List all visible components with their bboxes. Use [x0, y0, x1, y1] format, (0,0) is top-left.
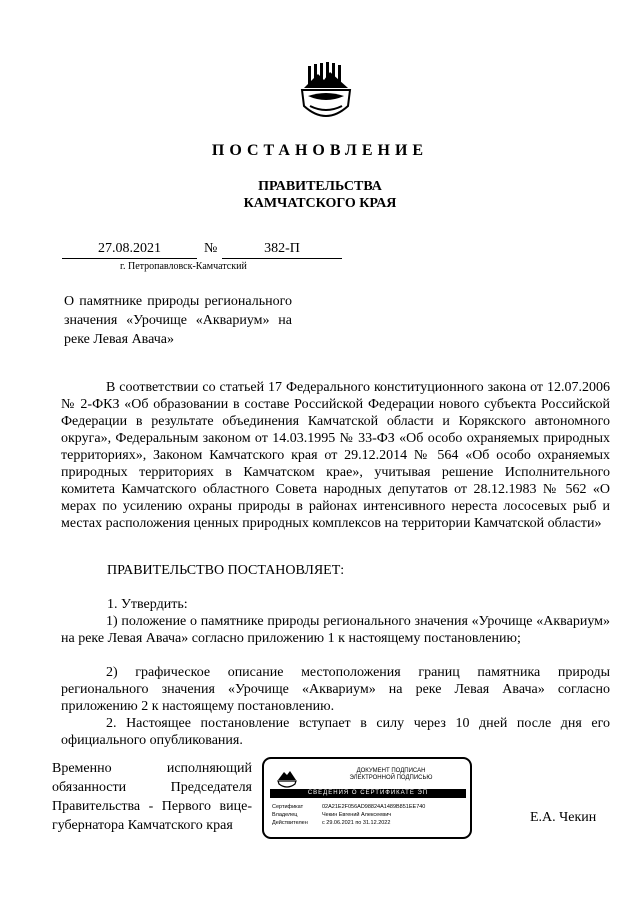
- preamble-paragraph: В соответствии со статьей 17 Федерального конституционного закона от 12.07.2006 № 2-ФКЗ «Об образовании в составе Российской Федерации нового субъекта Российской Федерации в результате объединения Камчатской области и Корякского автономного округа», Федеральным законом от 14.03.1995 № 33-ФЗ «Об особо охраняемых природных территориях», Законом Камчатского края от 29.12.2014 № 564 «Об особо охраняемых природных территориях в Камчатском крае», учитывая решение Исполнительного комитета Камчатского областного Совета народных депутатов от 28.12.1983 № 562 «О мерах по усилению охраны природы в районах интенсивного нереста лососевых рыб и местах расположения ценных природных комплексов на территории Камчатской области»: [61, 380, 610, 531]
- emblem-icon: [276, 768, 298, 788]
- document-date: 27.08.2021: [62, 240, 197, 259]
- owner-row: Владелец Чекин Евгений Алексеевич: [272, 812, 392, 818]
- certificate-row: Сертификат 02A21E2F056AD98824A1489B851EE740: [272, 804, 426, 810]
- issuing-authority: ПРАВИТЕЛЬСТВА КАМЧАТСКОГО КРАЯ: [243, 179, 397, 211]
- document-subject: О памятнике природы регионального значения «Урочище «Аквариум» на реке Левая Авача»: [64, 294, 292, 347]
- kamchatka-emblem: [300, 62, 352, 124]
- document-title: ПОСТАНОВЛЕНИЕ: [211, 142, 429, 159]
- item-1-2: 2) графическое описание местоположения границ памятника природы регионального значения «Урочище «Аквариум» на реке Левая Авача» согласно приложению 2 к настоящему постановлению.: [61, 665, 610, 714]
- number-sign: №: [204, 241, 218, 256]
- electronic-signature-stamp: [262, 757, 472, 839]
- validity-row: Действителен с 29.06.2021 по 31.12.2022: [272, 820, 391, 826]
- item-1: 1. Утвердить:: [107, 597, 188, 612]
- signer-position: Временно исполняющий обязанности Председателя Правительства - Первого вице- губернатора Камчатского края: [52, 761, 252, 833]
- certificate-info-band: СВЕДЕНИЯ О СЕРТИФИКАТЕ ЭП: [270, 789, 466, 798]
- stamp-title: ДОКУМЕНТ ПОДПИСАН ЭЛЕКТРОННОЙ ПОДПИСЬЮ: [349, 768, 433, 781]
- issue-city: г. Петропавловск-Камчатский: [120, 261, 247, 272]
- decree-heading: ПРАВИТЕЛЬСТВО ПОСТАНОВЛЯЕТ:: [107, 563, 345, 578]
- item-2: 2. Настоящее постановление вступает в силу через 10 дней после дня его официального опубликования.: [61, 716, 610, 748]
- document-number: 382-П: [222, 240, 342, 259]
- item-1-1: 1) положение о памятнике природы регионального значения «Урочище «Аквариум» на реке Левая Авача» согласно приложению 1 к настоящему постановлению;: [61, 614, 610, 646]
- signer-name: Е.А. Чекин: [530, 810, 597, 825]
